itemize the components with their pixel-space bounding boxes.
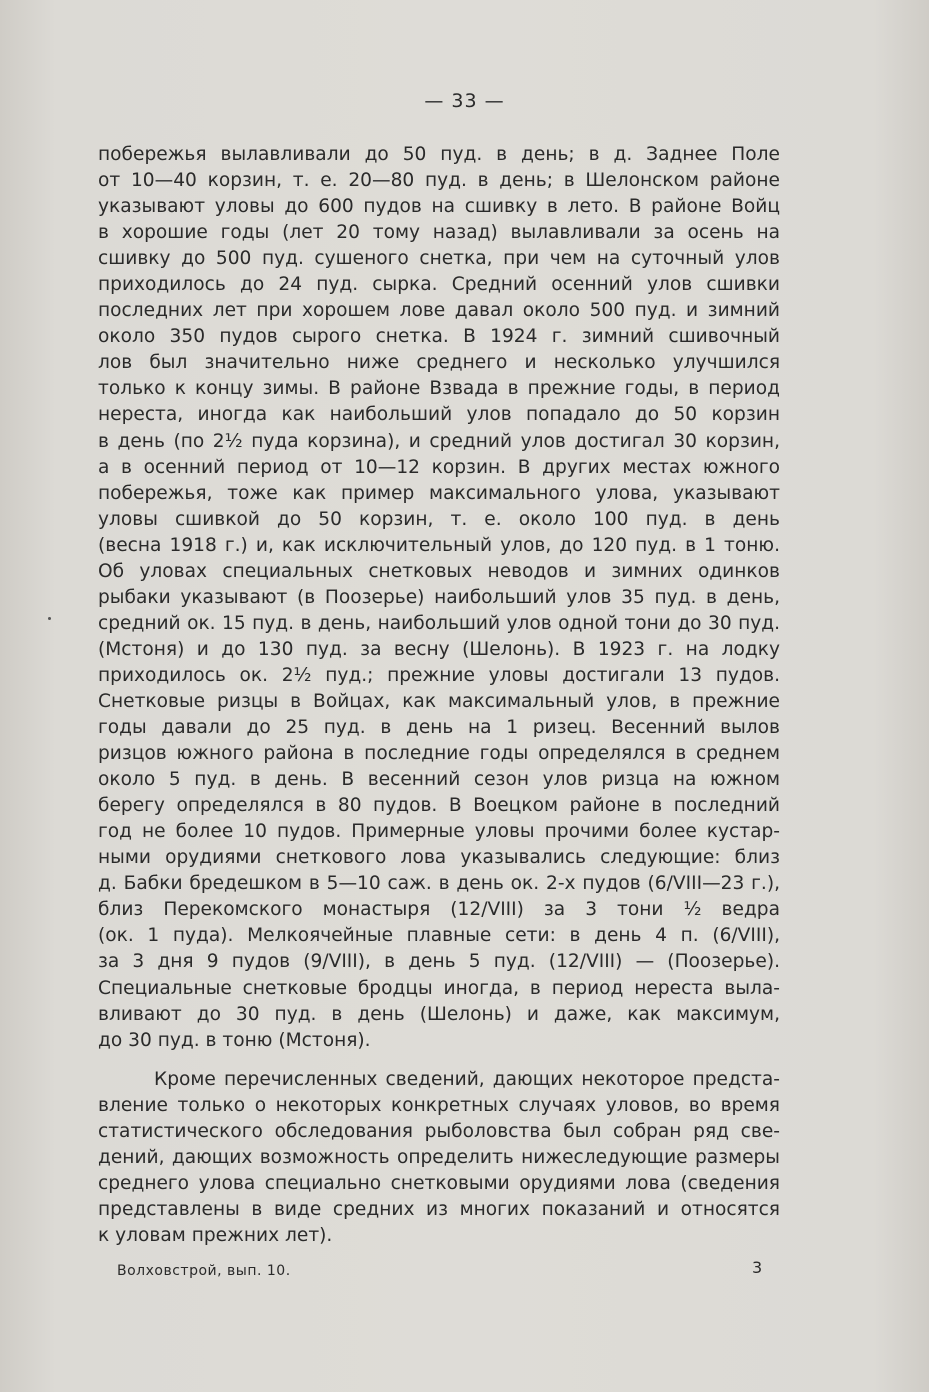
text-line: год не более 10 пудов. Примерные уловы прочими более кустар- [98,821,780,843]
text-line: Кроме перечисленных сведений, дающих некоторое предста- [154,1068,780,1090]
text-line: в хорошие годы (лет 20 тому назад) вылавливали за осень на [98,222,780,244]
text-line: рыбаки указывают (в Поозерье) наибольший улов 35 пуд. в день, [98,586,780,608]
text-line: сшивку до 500 пуд. сушеного снетка, при чем на суточный улов [98,248,780,270]
text-line: около 5 пуд. в день. В весенний сезон улов ризца на южном [98,769,780,791]
text-line: от 10—40 корзин, т. е. 20—80 пуд. в день; в Шелонском районе [98,170,780,192]
text-line: до 30 пуд. в тоню (Мстоня). [98,1029,371,1051]
text-line: приходилось до 24 пуд. сырка. Средний осенний улов сшивки [98,274,780,296]
text-line: берегу определялся в 80 пудов. В Воецком районе в последний [98,795,780,817]
text-line: указывают уловы до 600 пудов на сшивку в лето. В районе Войц [98,196,780,218]
text-line: побережья, тоже как пример максимального улова, указывают [98,482,780,504]
text-line: Снетковые ризцы в Войцах, как максимальный улов, в прежние [98,690,780,712]
text-line: нереста, иногда как наибольший улов попадало до 50 корзин [98,404,780,426]
text-line: лов был значительно ниже среднего и несколько улучшился [98,352,780,374]
text-line: вление только о некоторых конкретных случаях уловов, во время [98,1094,780,1116]
body-text [98,142,780,1249]
text-line: (весна 1918 г.) и, как исключительный улов, до 120 пуд. в 1 тоню. [98,534,780,556]
publication-footer: Волховстрой, вып. 10. [117,1263,291,1279]
text-line: представлены в виде средних из многих показаний и относятся [98,1198,780,1220]
text-line: дений, дающих возможность определить нижеследующие размеры [98,1146,780,1168]
text-line: статистического обследования рыболовства был собран ряд све- [98,1120,780,1142]
text-line: Об уловах специальных снетковых неводов и зимних одинков [98,560,780,582]
text-line: за 3 дня 9 пудов (9/VIII), в день 5 пуд. (12/VIII) — (Поозерье). [98,951,780,973]
print-speck [48,617,51,620]
text-line: к уловам прежних лет). [98,1224,333,1246]
text-line: около 350 пудов сырого снетка. В 1924 г. зимний сшивочный [98,326,780,348]
text-line: в день (по 2½ пуда корзина), и средний улов достигал 30 корзин, [98,430,780,452]
text-line: приходилось ок. 2½ пуд.; прежние уловы достигали 13 пудов. [98,664,780,686]
page-number-header: — 33 — [424,90,505,112]
text-line: только к концу зимы. В районе Взвада в прежние годы, в период [98,378,780,400]
text-line: ризцов южного района в последние годы определялся в среднем [98,743,780,765]
text-line: среднего улова специально снетковыми орудиями лова (сведения [98,1172,780,1194]
text-line: (ок. 1 пуда). Мелкоячейные плавные сети: в день 4 п. (6/VIII), [98,925,780,947]
text-line: вливают до 30 пуд. в день (Шелонь) и даже, как максимум, [98,1003,780,1025]
text-line: ными орудиями снеткового лова указывались следующие: близ [98,847,780,869]
text-line: уловы сшивкой до 50 корзин, т. е. около 100 пуд. в день [98,508,780,530]
text-line: д. Бабки бредешком в 5—10 саж. в день ок. 2-х пудов (6/VIII—23 г.), [98,873,780,895]
text-line: а в осенний период от 10—12 корзин. В других местах южного [98,456,780,478]
text-line: годы давали до 25 пуд. в день на 1 ризец. Весенний вылов [98,717,780,739]
text-line: (Мстоня) и до 130 пуд. за весну (Шелонь). В 1923 г. на лодку [98,638,780,660]
text-line: средний ок. 15 пуд. в день, наибольший улов одной тони до 30 пуд. [98,612,780,634]
text-line: последних лет при хорошем лове давал около 500 пуд. и зимний [98,300,780,322]
text-line: побережья вылавливали до 50 пуд. в день; в д. Заднее Поле [98,144,780,165]
text-line: Специальные снетковые бродцы иногда, в период нереста выла- [98,977,780,999]
text-line: близ Перекомского монастыря (12/VIII) за 3 тони ½ ведра [98,899,780,921]
signature-mark: 3 [752,1258,763,1277]
